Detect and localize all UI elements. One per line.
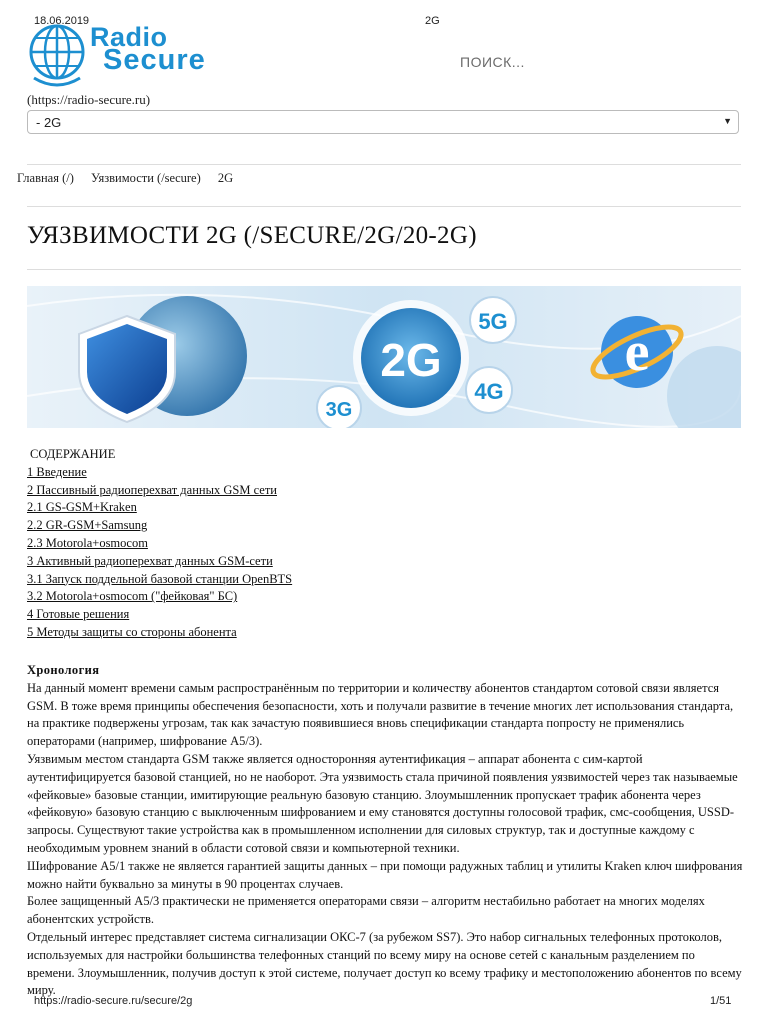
toc-link[interactable]: 2 Пассивный радиоперехват данных GSM сети	[27, 482, 277, 497]
divider	[27, 206, 741, 207]
toc-link[interactable]: 3 Активный радиоперехват данных GSM-сети	[27, 553, 273, 568]
logo-text-line2: Secure	[103, 44, 206, 76]
divider	[27, 269, 741, 270]
breadcrumb	[17, 171, 247, 186]
article-paragraph: Более защищенный А5/3 практически не применяется операторами связи – алгоритм нестабильно работает на многих моделях абонентских устройств.	[27, 894, 705, 927]
article-body	[27, 662, 743, 1000]
site-logo[interactable]	[28, 20, 238, 88]
chevron-down-icon: ▼	[723, 116, 732, 126]
toc-link[interactable]: 2.3 Motorola+osmocom	[27, 535, 148, 550]
article-paragraph: Уязвимым местом стандарта GSM также является односторонняя аутентификация – аппарат абонента с сим-картой аутентифицируется базовой станцией, но не наоборот. Эта уязвимость стала причиной появления уязвимостей через так называемые «фейковые» базовые станции, имитирующие реальную базовую станцию. Злоумышленник пропускает трафик абонента через «фейковую» базовую станцию с выключенным шифрованием и ему становятся доступны голосовой трафик, смс-сообщения, USSD-запросы. Существуют такие устройства как в промышленном исполнении для силовых структур, так и доступные каждому с необходимым уровнем знаний в области сотовой связи и компьютерной техники.	[27, 751, 738, 855]
section-heading: Хронология	[27, 663, 100, 677]
table-of-contents	[27, 446, 292, 642]
article-paragraph: Отдельный интерес представляет система сигнализации ОКС-7 (за рубежом SS7). Это набор сигнальных телефонных протоколов, используемых для настройки большинства телефонных станций по всему миру на основе сетей с канальным разделением по времени. Злоумышленник, получив доступ к этой системе, получает доступ ко всему трафику и местоположению абонентов по всему миру.	[27, 929, 742, 998]
banner-label-2g: 2G	[380, 334, 442, 386]
breadcrumb-secure[interactable]: Уязвимости (/secure)	[91, 171, 201, 185]
toc-link[interactable]: 2.1 GS-GSM+Kraken	[27, 500, 137, 515]
toc-link[interactable]: 2.2 GR-GSM+Samsung	[27, 518, 148, 533]
banner-label-3g: 3G	[325, 399, 353, 421]
toc-link[interactable]: 3.1 Запуск поддельной базовой станции OpenBTS	[27, 571, 293, 586]
toc-link[interactable]: 4 Готовые решения	[27, 607, 130, 622]
toc-link[interactable]: 3.2 Motorola+osmocom ("фейковая" БС)	[27, 589, 238, 604]
footer-url: https://radio-secure.ru/secure/2g	[34, 995, 193, 1007]
banner-label-4g: 4G	[474, 379, 504, 404]
breadcrumb-current: 2G	[217, 171, 234, 185]
toc-link[interactable]: 1 Введение	[27, 464, 87, 479]
page-number: 1/51	[710, 995, 732, 1007]
toc-link[interactable]: 5 Методы защиты со стороны абонента	[27, 624, 237, 639]
page-title: УЯЗВИМОСТИ 2G (/SECURE/2G/20-2G)	[27, 222, 477, 249]
article-paragraph: Шифрование А5/1 также не является гарантией защиты данных – при помощи радужных таблиц и утилиты Kraken ключ шифрования можно найти буквально за минуты в 90 процентах случаев.	[27, 858, 743, 891]
print-date: 18.06.2019	[34, 15, 90, 27]
hero-banner-image	[27, 286, 741, 428]
svg-text:e: e	[624, 321, 650, 383]
logo-text-line1: Radio	[90, 22, 168, 52]
site-url[interactable]: (https://radio-secure.ru)	[27, 92, 151, 107]
print-title: 2G	[425, 15, 440, 27]
article-paragraph: На данный момент времени самым распространённым по территории и количеству абонентов стандартом сотовой связи является GSM. В тоже время принципы обеспечения безопасности, хоть и получали развитие в течение многих лет использования стандарта, на практике подвержены угрозам, так как зачастую появившиеся вновь спецификации стандарта попросту не применялись операторами (например, шифрование А5/3).	[27, 680, 734, 749]
breadcrumb-home[interactable]: Главная (/)	[17, 171, 74, 185]
banner-label-5g: 5G	[478, 309, 508, 334]
globe-icon	[28, 22, 88, 88]
search-input[interactable]: ПОИСК...	[460, 54, 525, 70]
divider	[27, 164, 741, 165]
toc-heading: СОДЕРЖАНИЕ	[30, 447, 116, 461]
section-select-value: - 2G	[36, 115, 62, 130]
section-select[interactable]	[27, 110, 739, 134]
